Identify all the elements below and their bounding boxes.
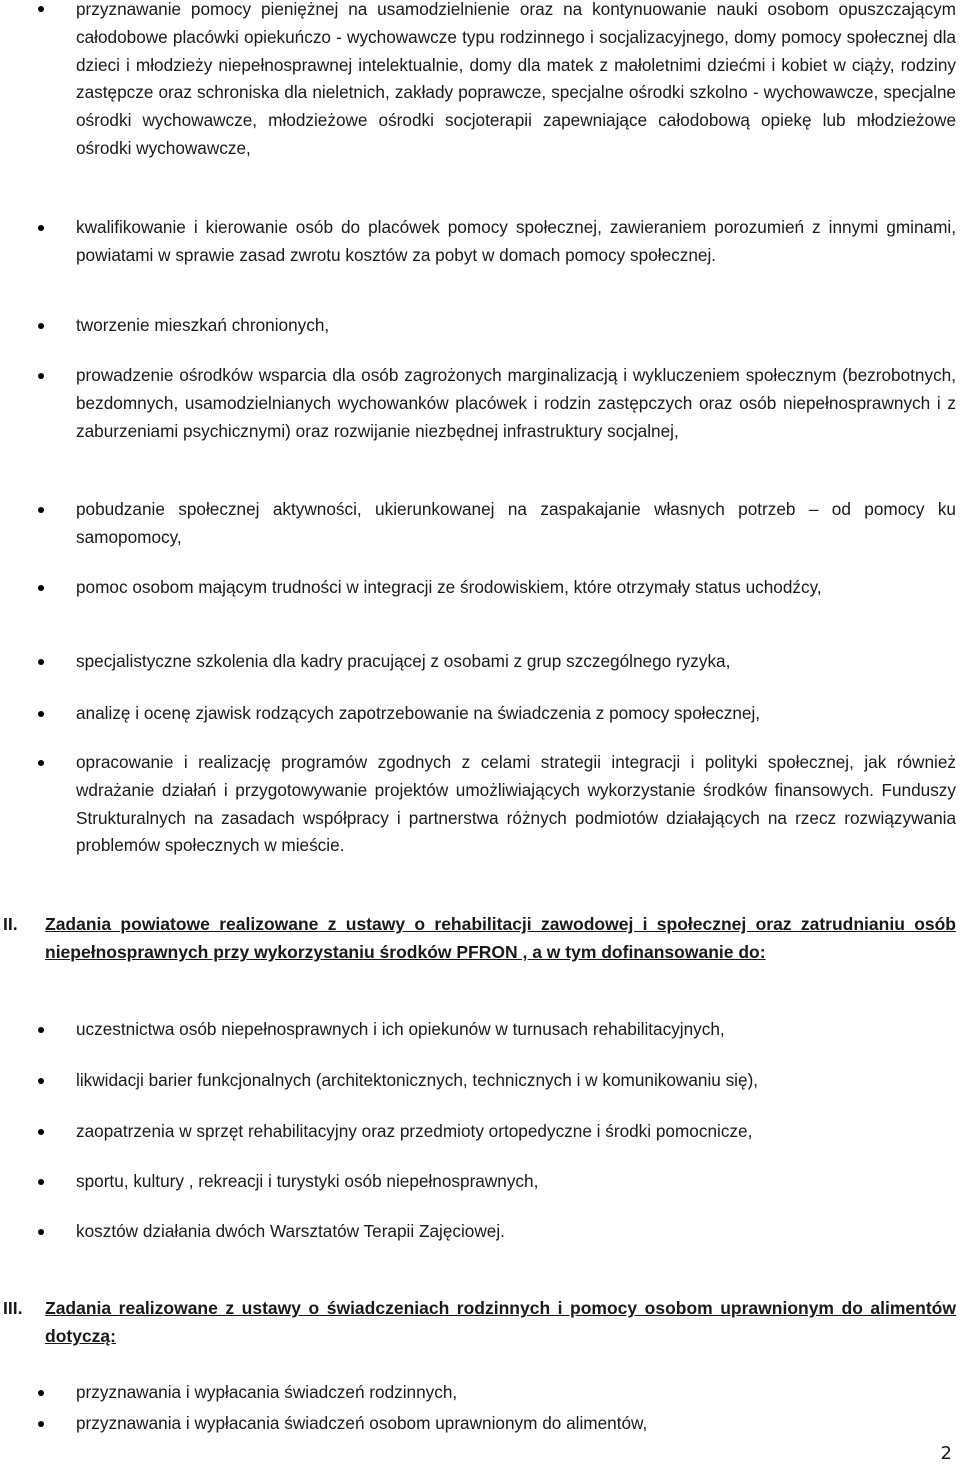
list-item-text: likwidacji barier funkcjonalnych (architektonicznych, technicznych i w komunikowaniu się), [76, 1070, 759, 1090]
list-item-text: uczestnictwa osób niepełnosprawnych i ich opiekunów w turnusach rehabilitacyjnych, [76, 1019, 725, 1039]
section-title: Zadania realizowane z ustawy o świadczeniach rodzinnych i pomocy osobom uprawnionym do alimentów dotyczą: [45, 1298, 956, 1346]
list-item-text: analizę i ocenę zjawisk rodzących zapotrzebowanie na świadczenia z pomocy społecznej, [76, 703, 761, 723]
bullet-icon [38, 323, 44, 329]
list-item-text: przyznawania i wypłacania świadczeń rodzinnych, [76, 1382, 458, 1402]
section-title: Zadania powiatowe realizowane z ustawy o rehabilitacji zawodowej i społecznej oraz zatrudnianiu osób niepełnosprawnych przy wykorzystaniu środków PFRON , a w tym dofinansowanie do: [45, 914, 956, 962]
list-item-text: opracowanie i realizację programów zgodnych z celami strategii integracji i polityki społecznej, jak również wdrażanie działań i przygotowywanie projektów umożliwiających wykorzystanie środków finansowych. Funduszy Strukturalnych na zasadach współpracy i partnerstwa różnych podmiotów działających na rzecz rozwiązywania problemów społecznych w mieście. [76, 752, 956, 856]
list-item-text: prowadzenie ośrodków wsparcia dla osób zagrożonych marginalizacją i wykluczeniem społecznym (bezrobotnych, bezdomnych, usamodzielnianych wychowanków placówek i rodzin zastępczych oraz osób niepełnosprawnych i z zaburzeniami psychicznymi) oraz rozwijanie niezbędnej infrastruktury socjalnej, [76, 365, 956, 441]
list-item-text: przyznawania i wypłacania świadczeń osobom uprawnionym do alimentów, [76, 1413, 648, 1433]
list-item-text: przyznawanie pomocy pieniężnej na usamodzielnienie oraz na kontynuowanie nauki osobom opuszczającym całodobowe placówki opiekuńczo - wychowawcze typu rodzinnego i socjalizacyjnego, domy pomocy społecznej dla dzieci i młodzieży niepełnosprawnej intelektualnie, domy dla matek z małoletnimi dziećmi i kobiet w ciąży, rodziny zastępcze oraz schroniska dla nieletnich, zakłady poprawcze, specjalne ośrodki szkolno - wychowawcze, specjalne ośrodki wychowawcze, młodzieżowe ośrodki socjoterapii zapewniające całodobową opiekę lub młodzieżowe ośrodki wychowawcze, [76, 0, 956, 158]
list-item-text: sportu, kultury , rekreacji i turystyki osób niepełnosprawnych, [76, 1171, 539, 1191]
list-item-text: pobudzanie społecznej aktywności, ukierunkowanej na zaspakajanie własnych potrzeb – od pomocy ku samopomocy, [76, 499, 956, 547]
list-item-text: pomoc osobom mającym trudności w integracji ze środowiskiem, które otrzymały status uchodźcy, [76, 577, 822, 597]
list-item-text: zaopatrzenia w sprzęt rehabilitacyjny oraz przedmioty ortopedyczne i środki pomocnicze, [76, 1121, 753, 1141]
bullet-icon [38, 659, 44, 665]
list-item-text: kwalifikowanie i kierowanie osób do placówek pomocy społecznej, zawieraniem porozumień z innymi gminami, powiatami w sprawie zasad zwrotu kosztów za pobyt w domach pomocy społecznej. [76, 217, 956, 265]
bullet-icon [38, 711, 44, 717]
bullet-icon [38, 507, 44, 513]
bullet-icon [38, 585, 44, 591]
bullet-icon [38, 373, 44, 379]
bullet-icon [38, 1390, 44, 1396]
list-item-text: tworzenie mieszkań chronionych, [76, 315, 330, 335]
bullet-icon [38, 225, 44, 231]
bullet-icon [38, 760, 44, 766]
bullet-icon [38, 1129, 44, 1135]
list-item-text: specjalistyczne szkolenia dla kadry pracującej z osobami z grup szczególnego ryzyka, [76, 651, 731, 671]
bullet-icon [38, 1078, 44, 1084]
bullet-icon [38, 1179, 44, 1185]
bullet-icon [38, 1229, 44, 1235]
section-numeral: II. [3, 914, 18, 934]
list-item-text: kosztów działania dwóch Warsztatów Terapii Zajęciowej. [76, 1221, 505, 1241]
bullet-icon [38, 1421, 44, 1427]
bullet-icon [38, 1027, 44, 1033]
page-number: 2 [940, 1443, 952, 1464]
bullet-icon [38, 6, 44, 12]
section-numeral: III. [3, 1298, 23, 1318]
